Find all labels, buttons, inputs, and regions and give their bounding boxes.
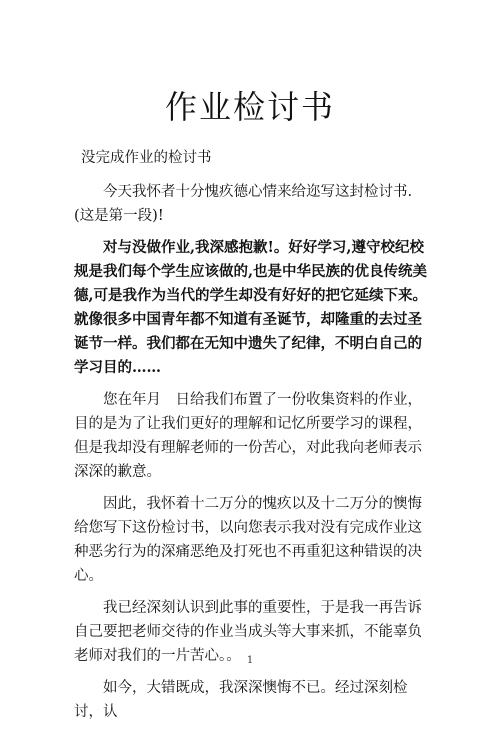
paragraph-3: 您在年月 日给我们布置了一份收集资料的作业，目的是为了让我们更好的理解和记忆所要学习的课程，但是我却没有理解老师的一份苦心，对此我向老师表示深深的歉意。: [74, 392, 422, 480]
document-body: [74, 146, 430, 732]
paragraph-1: 今天我怀者十分愧疚德心情来给迩写这封检讨书.(这是第一段)!: [74, 184, 413, 224]
document-subtitle: 没完成作业的检讨书: [81, 150, 212, 166]
paragraph-4: 因此，我怀着十二万分的愧疚以及十二万分的懊悔给您写下这份检讨书，以向您表示我对没有完成作业这种恶劣行为的深痛恶绝及打死也不再重犯这种错误的决心。: [74, 496, 422, 584]
paragraph-6: 如今，大错既成，我深深懊悔不已。经过深刻检讨，认: [74, 680, 408, 720]
paragraph-2: 对与没做作业,我深感抱歉!。好好学习,遵守校纪校规是我们每个学生应该做的,也是中华民族的优良传统美德,可是我作为当代的学生却没有好好的把它延续下来。就像很多中国青年都不知道有圣诞节，却隆重的去过圣诞节一样。我们都在无知中遗失了纪律，不明白自己的学习目的……: [74, 239, 428, 376]
page-number: 1: [246, 655, 254, 666]
paragraph-5: 我已经深刻认识到此事的重要性，于是我一再告诉自己要把老师交待的作业当成头等大事来抓，不能辜负老师对我们的一片苦心。。: [74, 600, 422, 664]
document-title: 作业检讨书: [164, 88, 335, 126]
